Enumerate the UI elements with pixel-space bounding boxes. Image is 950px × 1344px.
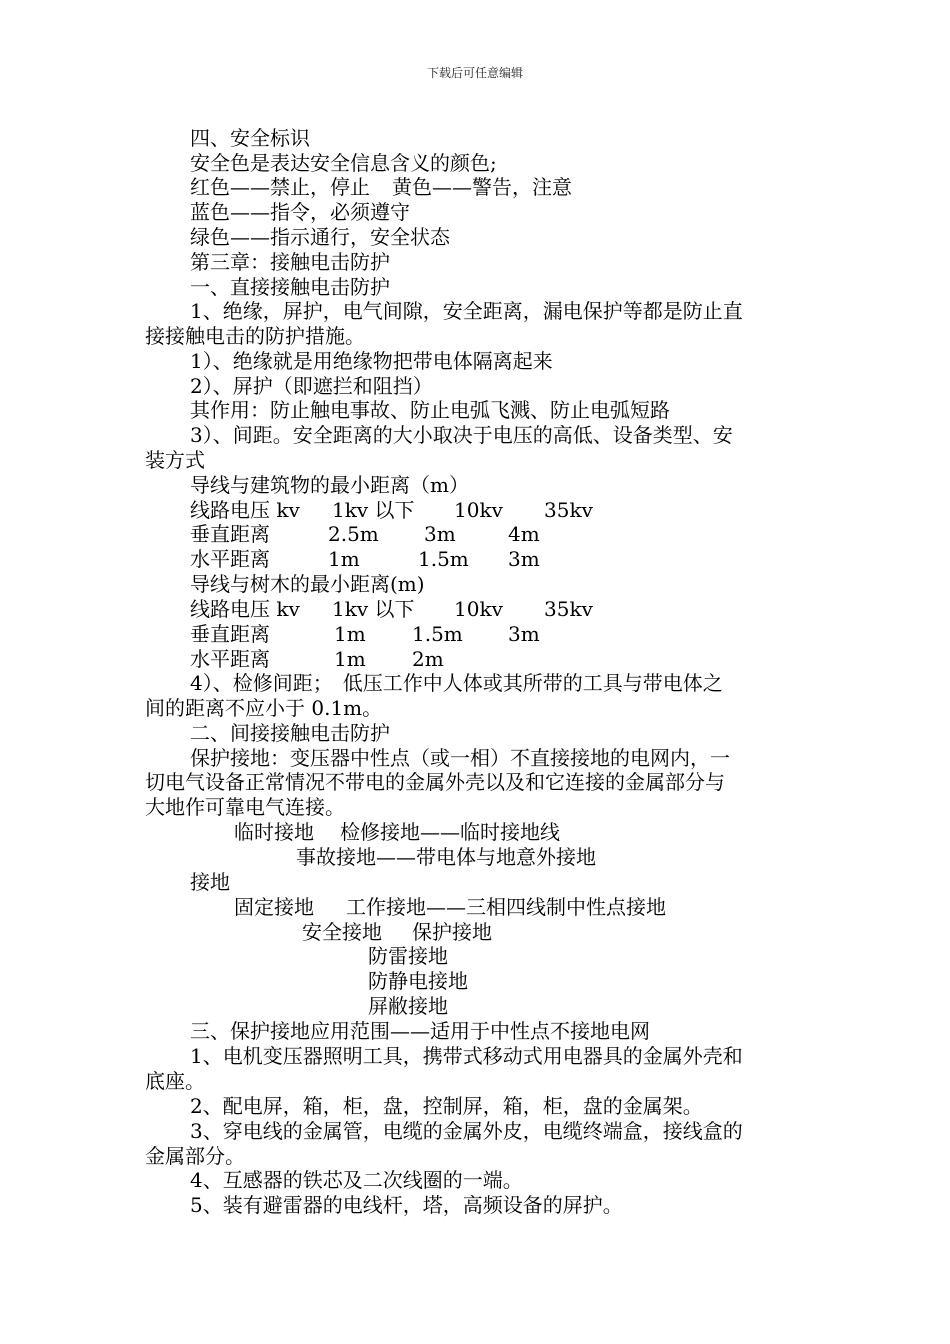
- table-cell: 垂直距离: [190, 522, 270, 546]
- table-row: [0, 597, 950, 621]
- text-line: 4、互感器的铁芯及二次线圈的一端。: [190, 1168, 523, 1192]
- table-cell: 1.5m: [412, 622, 463, 646]
- table-cell: 1kv 以下: [332, 597, 415, 621]
- section-heading: 一、直接接触电击防护: [190, 275, 390, 299]
- table-title: 导线与建筑物的最小距离（m）: [190, 473, 469, 497]
- text-line: 底座。: [145, 1069, 205, 1093]
- tree-node: 防静电接地: [368, 969, 468, 993]
- table-row: [0, 622, 950, 646]
- text-line: 间的距离不应小于 0.1m。: [145, 696, 383, 720]
- table-row: [0, 647, 950, 671]
- text-line: 4）、检修间距； 低压工作中人体或其所带的工具与带电体之: [190, 671, 723, 695]
- tree-node: 临时接地: [234, 820, 314, 844]
- tree-node: 工作接地——三相四线制中性点接地: [346, 895, 666, 919]
- table-cell: 35kv: [544, 498, 593, 522]
- text-line: 1、电机变压器照明工具，携带式移动式用电器具的金属外壳和: [190, 1044, 743, 1068]
- text-line: 接接触电击的防护措施。: [145, 324, 365, 348]
- text-line: 3、穿电线的金属管，电缆的金属外皮，电缆终端盒，接线盒的: [190, 1119, 743, 1143]
- tree-node: 安全接地: [302, 920, 382, 944]
- text-line: 5、装有避雷器的电线杆，塔，高频设备的屏护。: [190, 1193, 623, 1217]
- table-cell: 1.5m: [418, 547, 469, 571]
- tree-node: 检修接地——临时接地线: [340, 820, 560, 844]
- tree-node: 事故接地——带电体与地意外接地: [296, 845, 596, 869]
- page-header: 下载后可任意编辑: [426, 66, 523, 80]
- text-line: 红色——禁止，停止: [190, 175, 370, 199]
- table-cell: 3m: [424, 522, 456, 546]
- table-row: [0, 547, 950, 571]
- section-heading: 四、安全标识: [190, 126, 310, 150]
- text-line: 装方式: [145, 448, 205, 472]
- text-line: 1）、绝缘就是用绝缘物把带电体隔离起来: [190, 349, 553, 373]
- table-cell: 线路电压 kv: [190, 597, 300, 621]
- table-cell: 垂直距离: [190, 622, 270, 646]
- table-cell: 4m: [508, 522, 540, 546]
- table-row: [0, 498, 950, 522]
- table-cell: 2.5m: [328, 522, 379, 546]
- chapter-heading: 第三章：接触电击防护: [190, 250, 390, 274]
- text-line: 安全色是表达安全信息含义的颜色;: [190, 151, 497, 175]
- tree-node: 固定接地: [234, 895, 314, 919]
- table-cell: 3m: [508, 547, 540, 571]
- text-line: 黄色——警告，注意: [392, 175, 572, 199]
- table-cell: 1m: [334, 622, 366, 646]
- text-line: 蓝色——指令，必须遵守: [190, 200, 410, 224]
- table-title: 导线与树木的最小距离(m): [190, 572, 425, 596]
- table-cell: 1m: [334, 647, 366, 671]
- text-line: 绿色——指示通行，安全状态: [190, 225, 450, 249]
- tree-node: 屏敝接地: [368, 994, 448, 1018]
- table-cell: 1kv 以下: [332, 498, 415, 522]
- text-line: 大地作可靠电气连接。: [145, 795, 345, 819]
- text-line: 2）、屏护（即遮拦和阻挡）: [190, 374, 433, 398]
- text-line: 保护接地：变压器中性点（或一相）不直接接地的电网内，一: [190, 746, 730, 770]
- section-heading: 二、间接接触电击防护: [190, 721, 390, 745]
- tree-node: 保护接地: [412, 920, 492, 944]
- tree-node: 防雷接地: [368, 944, 448, 968]
- text-line: 1、绝缘，屏护，电气间隙，安全距离，漏电保护等都是防止直: [190, 299, 743, 323]
- text-line: 2、配电屏，箱，柜，盘，控制屏，箱，柜，盘的金属架。: [190, 1094, 703, 1118]
- table-cell: 线路电压 kv: [190, 498, 300, 522]
- table-row: [0, 522, 950, 546]
- table-cell: 水平距离: [190, 547, 270, 571]
- section-heading: 三、保护接地应用范围——适用于中性点不接地电网: [190, 1019, 650, 1043]
- table-cell: 10kv: [454, 597, 503, 621]
- table-cell: 3m: [508, 622, 540, 646]
- table-cell: 水平距离: [190, 647, 270, 671]
- text-line: 3）、间距。安全距离的大小取决于电压的高低、设备类型、安: [190, 423, 733, 447]
- table-cell: 2m: [412, 647, 444, 671]
- table-cell: 35kv: [544, 597, 593, 621]
- table-cell: 1m: [328, 547, 360, 571]
- tree-root: 接地: [190, 870, 230, 894]
- table-cell: 10kv: [454, 498, 503, 522]
- text-line: 其作用：防止触电事故、防止电弧飞溅、防止电弧短路: [190, 398, 670, 422]
- text-line: 切电气设备正常情况不带电的金属外壳以及和它连接的金属部分与: [145, 770, 725, 794]
- text-line: 金属部分。: [145, 1144, 245, 1168]
